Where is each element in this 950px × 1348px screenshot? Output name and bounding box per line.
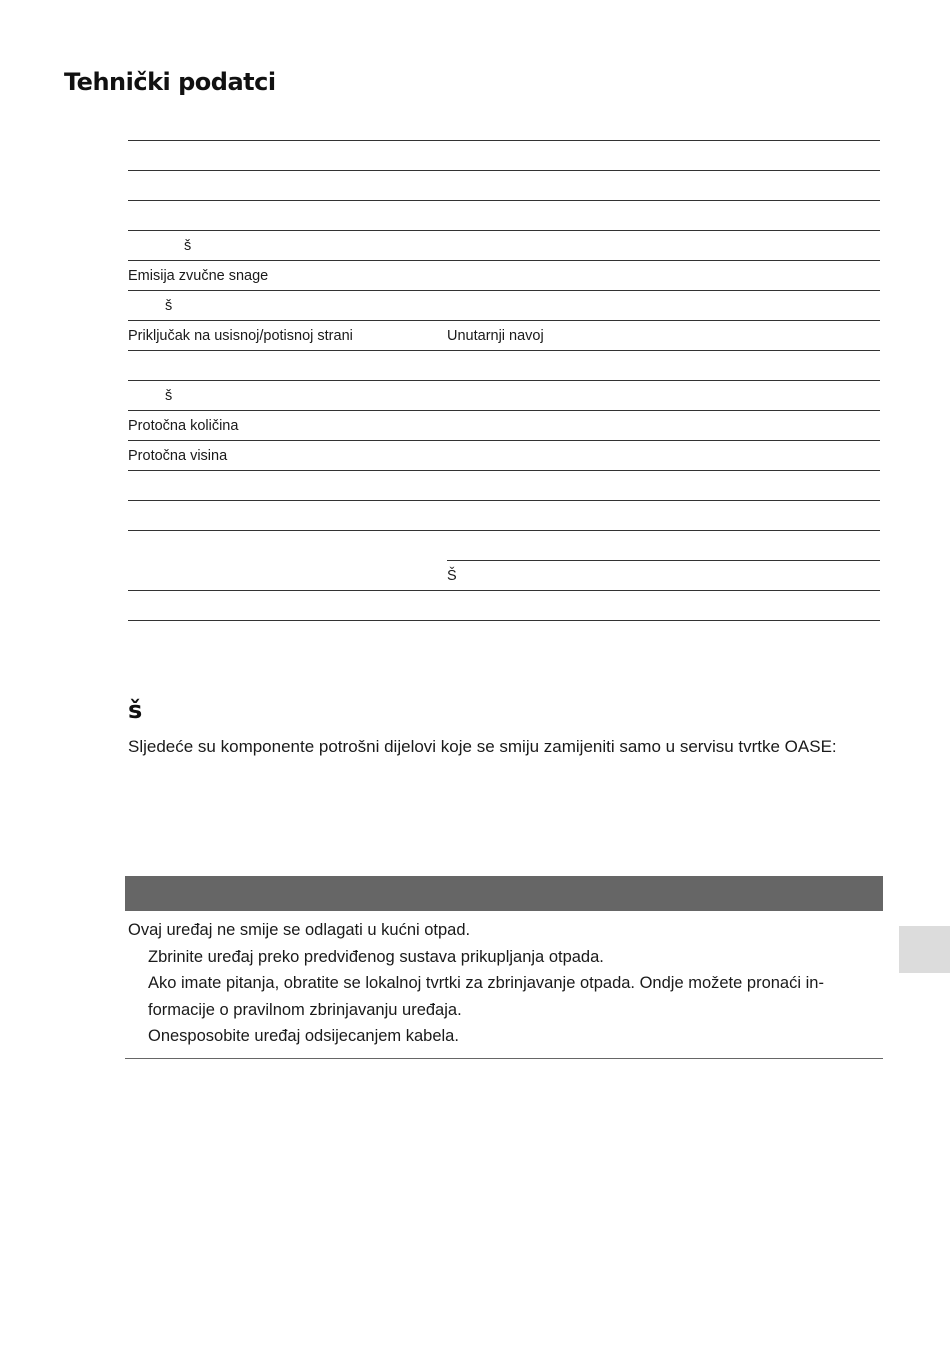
table-cell	[635, 261, 711, 291]
table-row	[128, 171, 880, 201]
table-row	[128, 261, 880, 291]
table-cell: Š	[447, 561, 635, 591]
table-cell	[635, 321, 711, 351]
table-cell	[711, 171, 824, 201]
table-cell	[711, 261, 824, 291]
disposal-lead: Ovaj uređaj ne smije se odlagati u kućni otpad.	[128, 921, 471, 939]
table-row	[128, 411, 880, 441]
table-cell	[824, 411, 880, 441]
table-cell	[711, 321, 824, 351]
table-cell: š	[128, 231, 447, 261]
table-cell	[824, 441, 880, 471]
table-row	[128, 561, 880, 591]
table-row	[128, 321, 880, 351]
table-row	[128, 531, 880, 561]
table-cell	[447, 201, 635, 231]
table-cell	[447, 351, 635, 381]
table-cell	[447, 441, 635, 471]
table-cell	[447, 141, 635, 171]
table-cell	[824, 231, 880, 261]
table-row	[128, 471, 880, 501]
table-cell: Protočna količina	[128, 411, 447, 441]
table-cell	[447, 231, 635, 261]
technical-data-table	[128, 140, 880, 621]
table-cell	[824, 171, 880, 201]
table-row	[128, 351, 880, 381]
table-cell	[711, 471, 824, 501]
table-cell	[128, 351, 447, 381]
disposal-body	[125, 911, 883, 1058]
disposal-item: Onesposobite uređaj odsijecanjem kabela.	[148, 1027, 459, 1045]
table-cell	[635, 141, 711, 171]
table-cell	[447, 381, 635, 411]
table-cell	[635, 351, 711, 381]
wear-parts-heading: š	[128, 696, 143, 724]
table-cell	[711, 141, 824, 171]
disposal-header-band	[125, 876, 883, 911]
table-cell	[824, 561, 880, 591]
table-cell	[824, 321, 880, 351]
table-row	[128, 291, 880, 321]
table-cell	[447, 411, 635, 441]
table-cell	[447, 501, 635, 531]
table-row	[128, 141, 880, 171]
table-cell	[128, 171, 447, 201]
table-cell	[711, 501, 824, 531]
table-cell	[635, 291, 711, 321]
table-cell: Emisija zvučne snage	[128, 261, 447, 291]
table-cell	[447, 471, 635, 501]
table-cell	[711, 591, 824, 621]
table-cell	[447, 261, 635, 291]
table-cell	[711, 291, 824, 321]
table-row	[128, 231, 880, 261]
table-cell	[447, 531, 635, 561]
table-cell	[824, 141, 880, 171]
table-cell	[635, 201, 711, 231]
table-cell	[824, 591, 880, 621]
wear-parts-intro: Sljedeće su komponente potrošni dijelovi koje se smiju zamijeniti samo u servisu tvrtke OASE:	[128, 737, 837, 756]
table-cell	[824, 471, 880, 501]
table-cell	[824, 501, 880, 531]
table-row	[128, 201, 880, 231]
table-cell: š	[128, 291, 447, 321]
table-row	[128, 591, 880, 621]
table-cell: Protočna visina	[128, 441, 447, 471]
table-cell	[711, 201, 824, 231]
table-cell	[128, 471, 447, 501]
disposal-item: Zbrinite uređaj preko predviđenog sustava prikupljanja otpada.	[148, 947, 604, 966]
table-cell	[824, 531, 880, 561]
table-cell	[635, 591, 711, 621]
table-cell	[447, 591, 635, 621]
table-cell	[635, 531, 711, 561]
table-cell	[128, 531, 447, 561]
table-cell	[128, 501, 447, 531]
table-cell: Priključak na usisnoj/potisnoj strani	[128, 321, 447, 351]
table-cell	[824, 351, 880, 381]
table-cell: Unutarnji navoj	[447, 321, 635, 351]
table-cell	[635, 561, 711, 591]
table-cell	[447, 171, 635, 201]
table-cell	[635, 411, 711, 441]
table-cell	[711, 561, 824, 591]
table-cell	[711, 231, 824, 261]
table-cell	[447, 291, 635, 321]
table-cell	[824, 291, 880, 321]
table-cell: š	[128, 381, 447, 411]
table-cell	[635, 381, 711, 411]
table-cell	[711, 381, 824, 411]
table-cell	[635, 501, 711, 531]
table-cell	[128, 591, 447, 621]
table-row	[128, 441, 880, 471]
table-cell	[711, 411, 824, 441]
disposal-item: Ako imate pitanja, obratite se lokalnoj tvrtki za zbrinjavanje otpada. Ondje možete pronaći in-formacije o pravilnom zbrinjavanju uređaja.	[148, 974, 824, 1019]
table-cell	[824, 381, 880, 411]
table-cell	[711, 531, 824, 561]
disposal-section	[125, 876, 883, 1059]
table-cell	[128, 561, 447, 591]
table-cell	[635, 471, 711, 501]
table-cell	[711, 351, 824, 381]
table-row	[128, 501, 880, 531]
table-cell	[635, 171, 711, 201]
page-title: Tehnički podatci	[64, 68, 276, 96]
table-cell	[824, 261, 880, 291]
table-cell	[824, 201, 880, 231]
table-cell	[635, 231, 711, 261]
table-row	[128, 381, 880, 411]
table-cell	[128, 201, 447, 231]
side-tab-marker	[899, 926, 950, 973]
table-cell	[711, 441, 824, 471]
table-cell	[635, 441, 711, 471]
table-cell	[128, 141, 447, 171]
